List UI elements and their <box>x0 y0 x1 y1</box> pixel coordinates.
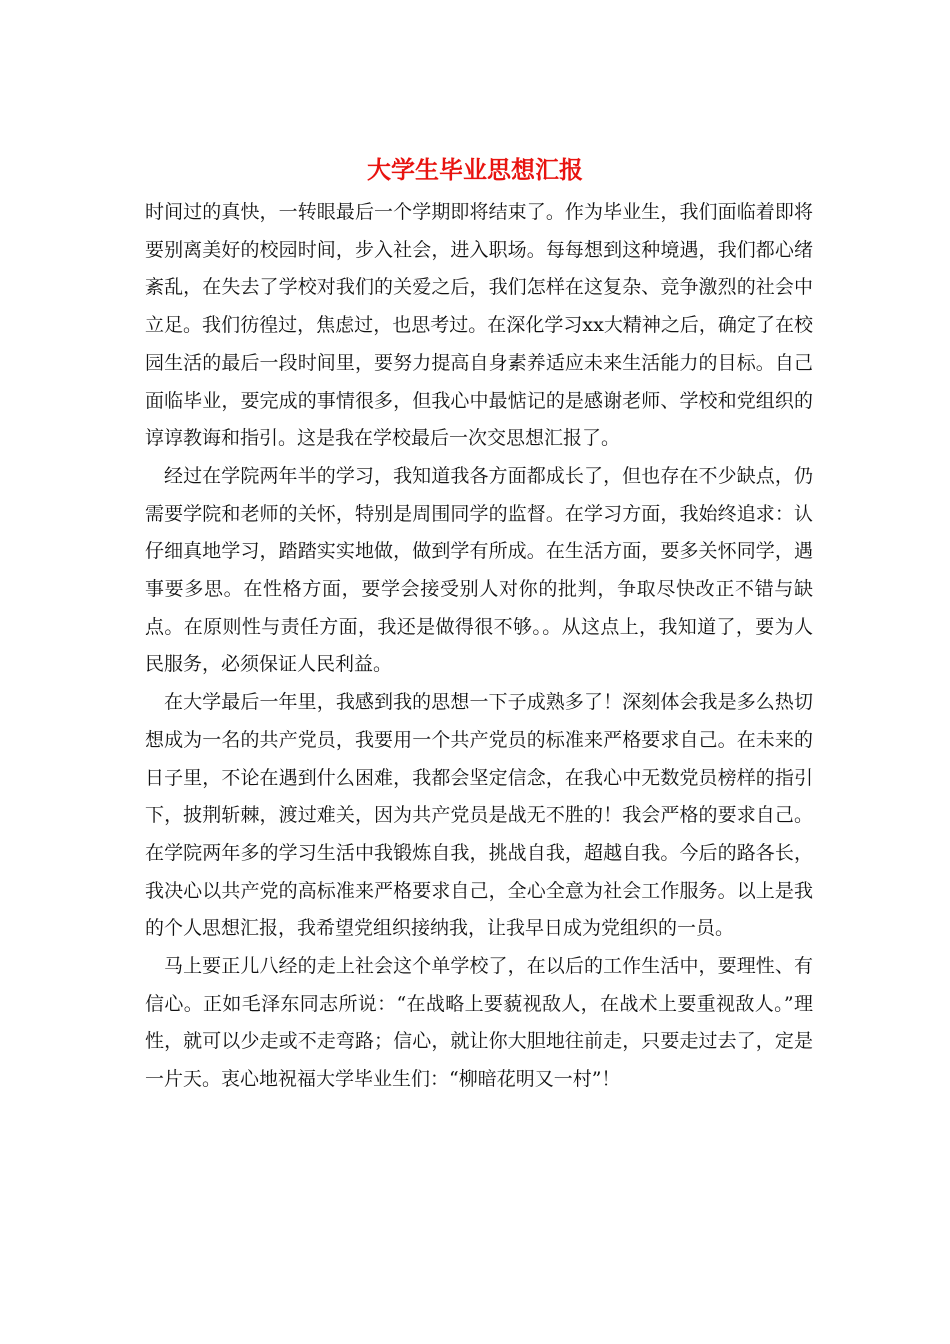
document-body <box>145 194 813 1099</box>
paragraph-party-aspiration: 在大学最后一年里，我感到我的思想一下子成熟多了！深刻体会我是多么热切想成为一名的共产党员，我要用一个共产党员的标准来严格要求自己。在未来的日子里，不论在遇到什么困难，我都会坚定信念，在我心中无数党员榜样的指引下，披荆斩棘，渡过难关，因为共产党员是战无不胜的！我会严格的要求自己。在学院两年多的学习生活中我锻炼自我，挑战自我，超越自我。今后的路各长，我决心以共产党的高标准来严格要求自己，全心全意为社会工作服务。以上是我的个人思想汇报，我希望党组织接纳我，让我早日成为党组织的一员。 <box>145 691 813 940</box>
paragraph-closing: 马上要正儿八经的走上社会这个单学校了，在以后的工作生活中，要理性、有信心。正如毛泽东同志所说：“在战略上要藐视敌人，在战术上要重视敌人。”理性，就可以少走或不走弯路；信心，就让你大胆地往前走，只要走过去了，定是一片天。衷心地祝福大学毕业生们：“柳暗花明又一村”！ <box>145 955 813 1091</box>
paragraph-intro: 时间过的真快，一转眼最后一个学期即将结束了。作为毕业生，我们面临着即将要别离美好的校园时间，步入社会，进入职场。每每想到这种境遇，我们都心绪紊乱，在失去了学校对我们的关爱之后，我们怎样在这复杂、竞争激烈的社会中立足。我们彷徨过，焦虑过，也思考过。在深化学习xx大精神之后，确定了在校园生活的最后一段时间里，要努力提高自身素养适应未来生活能力的目标。自己面临毕业，要完成的事情很多，但我心中最惦记的是感谢老师、学校和党组织的谆谆教诲和指引。这是我在学校最后一次交思想汇报了。 <box>145 201 813 450</box>
document-title: 大学生毕业思想汇报 <box>367 155 583 184</box>
paragraph-self-review: 经过在学院两年半的学习，我知道我各方面都成长了，但也存在不少缺点，仍需要学院和老师的关怀，特别是周围同学的监督。在学习方面，我始终追求：认仔细真地学习，踏踏实实地做，做到学有所成。在生活方面，要多关怀同学，遇事要多思。在性格方面，要学会接受别人对你的批判，争取尽快改正不错与缺点。在原则性与责任方面，我还是做得很不够。。从这点上，我知道了，要为人民服务，必须保证人民利益。 <box>145 464 813 676</box>
